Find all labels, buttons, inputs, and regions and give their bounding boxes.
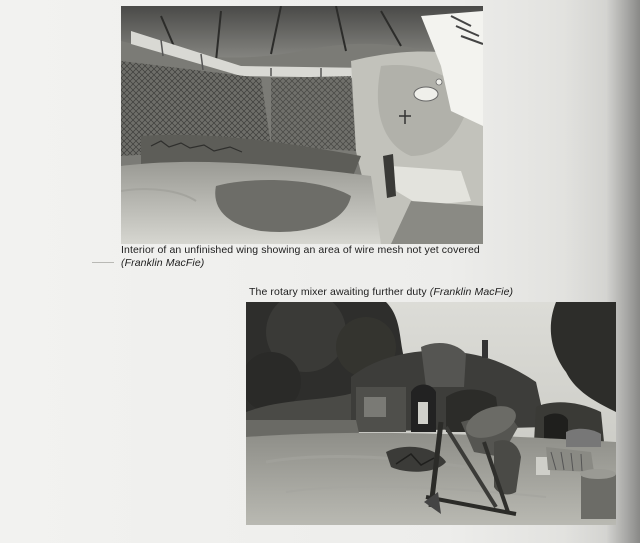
rotary-mixer-caption — [249, 286, 609, 299]
interior-wing-caption-credit: (Franklin MacFie) — [121, 257, 205, 269]
print-mark — [92, 262, 114, 263]
rotary-mixer-caption-credit: (Franklin MacFie) — [429, 286, 514, 298]
interior-wing-photo — [121, 6, 483, 244]
interior-wing-caption-text: Interior of an unfinished wing showing an area of wire mesh not yet covered — [121, 244, 480, 256]
rotary-mixer-caption-text: The rotary mixer awaiting further duty — [249, 286, 427, 298]
rotary-mixer-illustration — [246, 302, 616, 525]
interior-wing-illustration — [121, 6, 483, 244]
interior-wing-caption — [121, 244, 501, 270]
rotary-mixer-photo — [246, 302, 616, 525]
